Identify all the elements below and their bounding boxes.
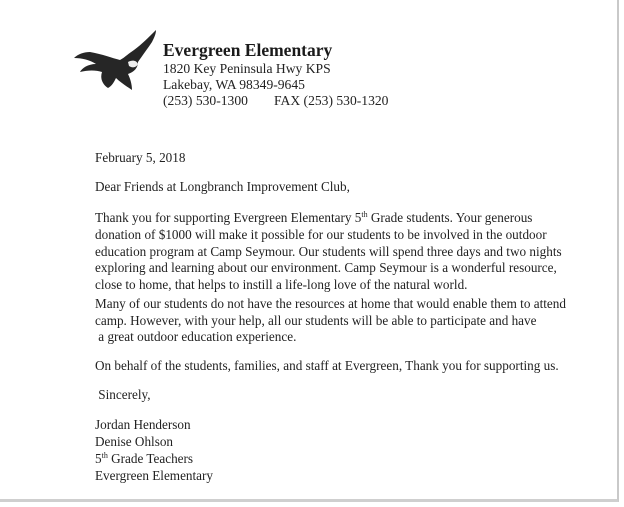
fax-number: FAX (253) 530-1320: [273, 93, 389, 108]
paragraph1-line: education program at Camp Seymour. Our students will spend three days and two nights: [95, 244, 562, 259]
closing: Sincerely,: [95, 387, 151, 402]
text: Grade Teachers: [107, 451, 194, 466]
salutation: Dear Friends at Longbranch Improvement Club,: [95, 179, 350, 194]
letter-date: February 5, 2018: [95, 150, 186, 165]
paragraph1-line: exploring and learning about our environment. Camp Seymour is a wonderful resource,: [95, 260, 557, 275]
signer-school: Evergreen Elementary: [95, 468, 214, 483]
school-name: Evergreen Elementary: [163, 40, 333, 60]
address-line: 1820 Key Peninsula Hwy KPS: [163, 61, 331, 76]
paragraph2-line: Many of our students do not have the resources at home that would enable them to attend: [95, 296, 566, 311]
text: Thank you for supporting Evergreen Elementary 5: [95, 210, 362, 225]
signer-name: Denise Ohlson: [95, 434, 174, 449]
paragraph1-line: donation of $1000 will make it possible for our students to be involved in the outdoor: [95, 227, 547, 242]
city-line: Lakebay, WA 98349-9645: [163, 77, 305, 92]
paragraph1-line: [95, 210, 532, 226]
paragraph2-line: camp. However, with your help, all our students will be able to participate and have: [95, 313, 537, 328]
paragraph1-line: close to home, that helps to instill a life-long love of the natural world.: [95, 277, 468, 292]
signer-role: [95, 451, 193, 467]
superscript: th: [101, 451, 108, 460]
eagle-icon: [72, 28, 158, 92]
contact-line: [163, 93, 388, 109]
paragraph2-line: a great outdoor education experience.: [95, 329, 297, 344]
text: Grade students. Your generous: [367, 210, 533, 225]
superscript: th: [361, 210, 368, 219]
paragraph3: On behalf of the students, families, and staff at Evergreen, Thank you for supporting us.: [95, 358, 559, 373]
text: 5: [95, 451, 102, 466]
phone-number: (253) 530-1300: [163, 93, 248, 108]
signer-name: Jordan Henderson: [95, 417, 191, 432]
